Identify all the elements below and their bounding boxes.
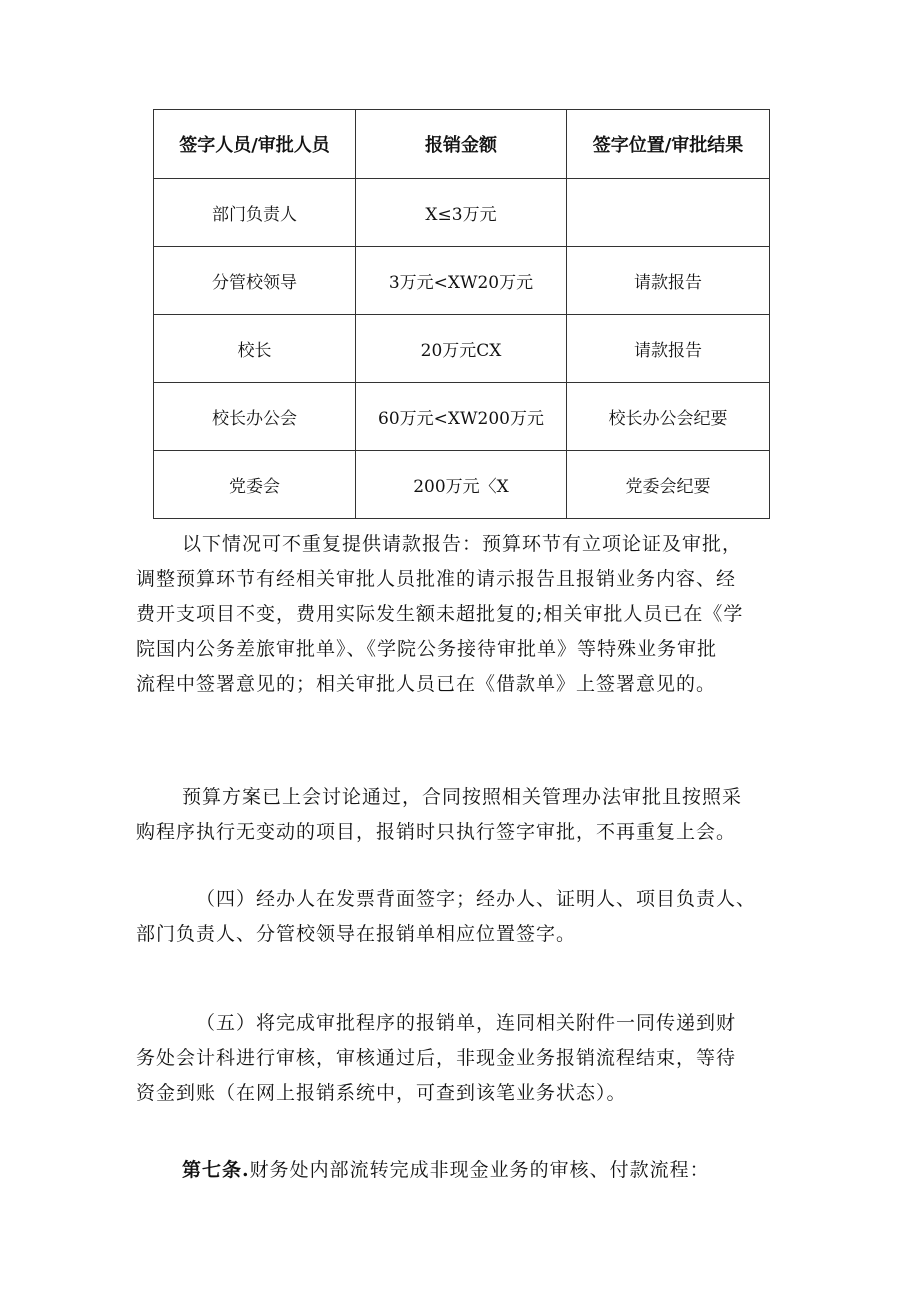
cell-amount: 20万元CX [356,315,567,383]
cell-signer: 党委会 [154,451,356,519]
cell-result: 校长办公会纪要 [567,383,770,451]
paragraph-line: 预算方案已上会讨论通过，合同按照相关管理办法审批且按照采 [182,786,743,808]
cell-result: 党委会纪要 [567,451,770,519]
paragraph-line: 务处会计科进行审核，审核通过后，非现金业务报销流程结束，等待 [136,1047,737,1069]
article-label: 第七条. [182,1159,250,1181]
table-row [154,383,770,451]
header-signer: 签字人员/审批人员 [154,110,356,179]
paragraph-line: 购程序执行无变动的项目，报销时只执行签字审批，不再重复上会。 [136,821,737,843]
cell-amount: 3万元<XW20万元 [356,247,567,315]
approval-table [153,109,770,519]
header-result: 签字位置/审批结果 [567,110,770,179]
cell-signer: 校长 [154,315,356,383]
paragraph-line: 资金到账（在网上报销系统中，可查到该笔业务状态）。 [136,1082,627,1104]
paragraph-no-repeat-report [136,527,804,702]
paragraph-budget-plan [136,780,804,850]
table-row [154,315,770,383]
cell-amount: 60万元<XW200万元 [356,383,567,451]
cell-result [567,179,770,247]
table-row [154,179,770,247]
paragraph-line: 调整预算环节有经相关审批人员批准的请示报告且报销业务内容、经 [136,568,737,590]
table-header-row [154,110,770,179]
paragraph-item-five [136,1006,804,1111]
paragraph-line: 以下情况可不重复提供请款报告：预算环节有立项论证及审批， [182,533,743,555]
cell-result: 请款报告 [567,247,770,315]
table-row [154,451,770,519]
paragraph-item-four [136,882,804,952]
header-amount: 报销金额 [356,110,567,179]
paragraph-line: 部门负责人、分管校领导在报销单相应位置签字。 [136,923,577,945]
table-row [154,247,770,315]
paragraph-line: （五）将完成审批程序的报销单，连同相关附件一同传递到财 [196,1012,737,1034]
paragraph-line: 流程中签署意见的；相关审批人员已在《借款单》上签署意见的。 [136,673,717,695]
article-seven [136,1153,804,1188]
cell-signer: 部门负责人 [154,179,356,247]
article-seven-line [136,1153,804,1188]
paragraph-line: 费开支项目不变，费用实际发生额未超批复的;相关审批人员已在《学 [136,603,744,625]
paragraph-line: （四）经办人在发票背面签字；经办人、证明人、项目负责人、 [196,888,757,910]
article-text: 财务处内部流转完成非现金业务的审核、付款流程： [249,1159,710,1181]
paragraph-line: 院国内公务差旅审批单》、《学院公务接待审批单》等特殊业务审批 [136,638,718,660]
cell-amount: X≤3万元 [356,179,567,247]
cell-amount: 200万元〈X [356,451,567,519]
cell-signer: 校长办公会 [154,383,356,451]
cell-signer: 分管校领导 [154,247,356,315]
cell-result: 请款报告 [567,315,770,383]
